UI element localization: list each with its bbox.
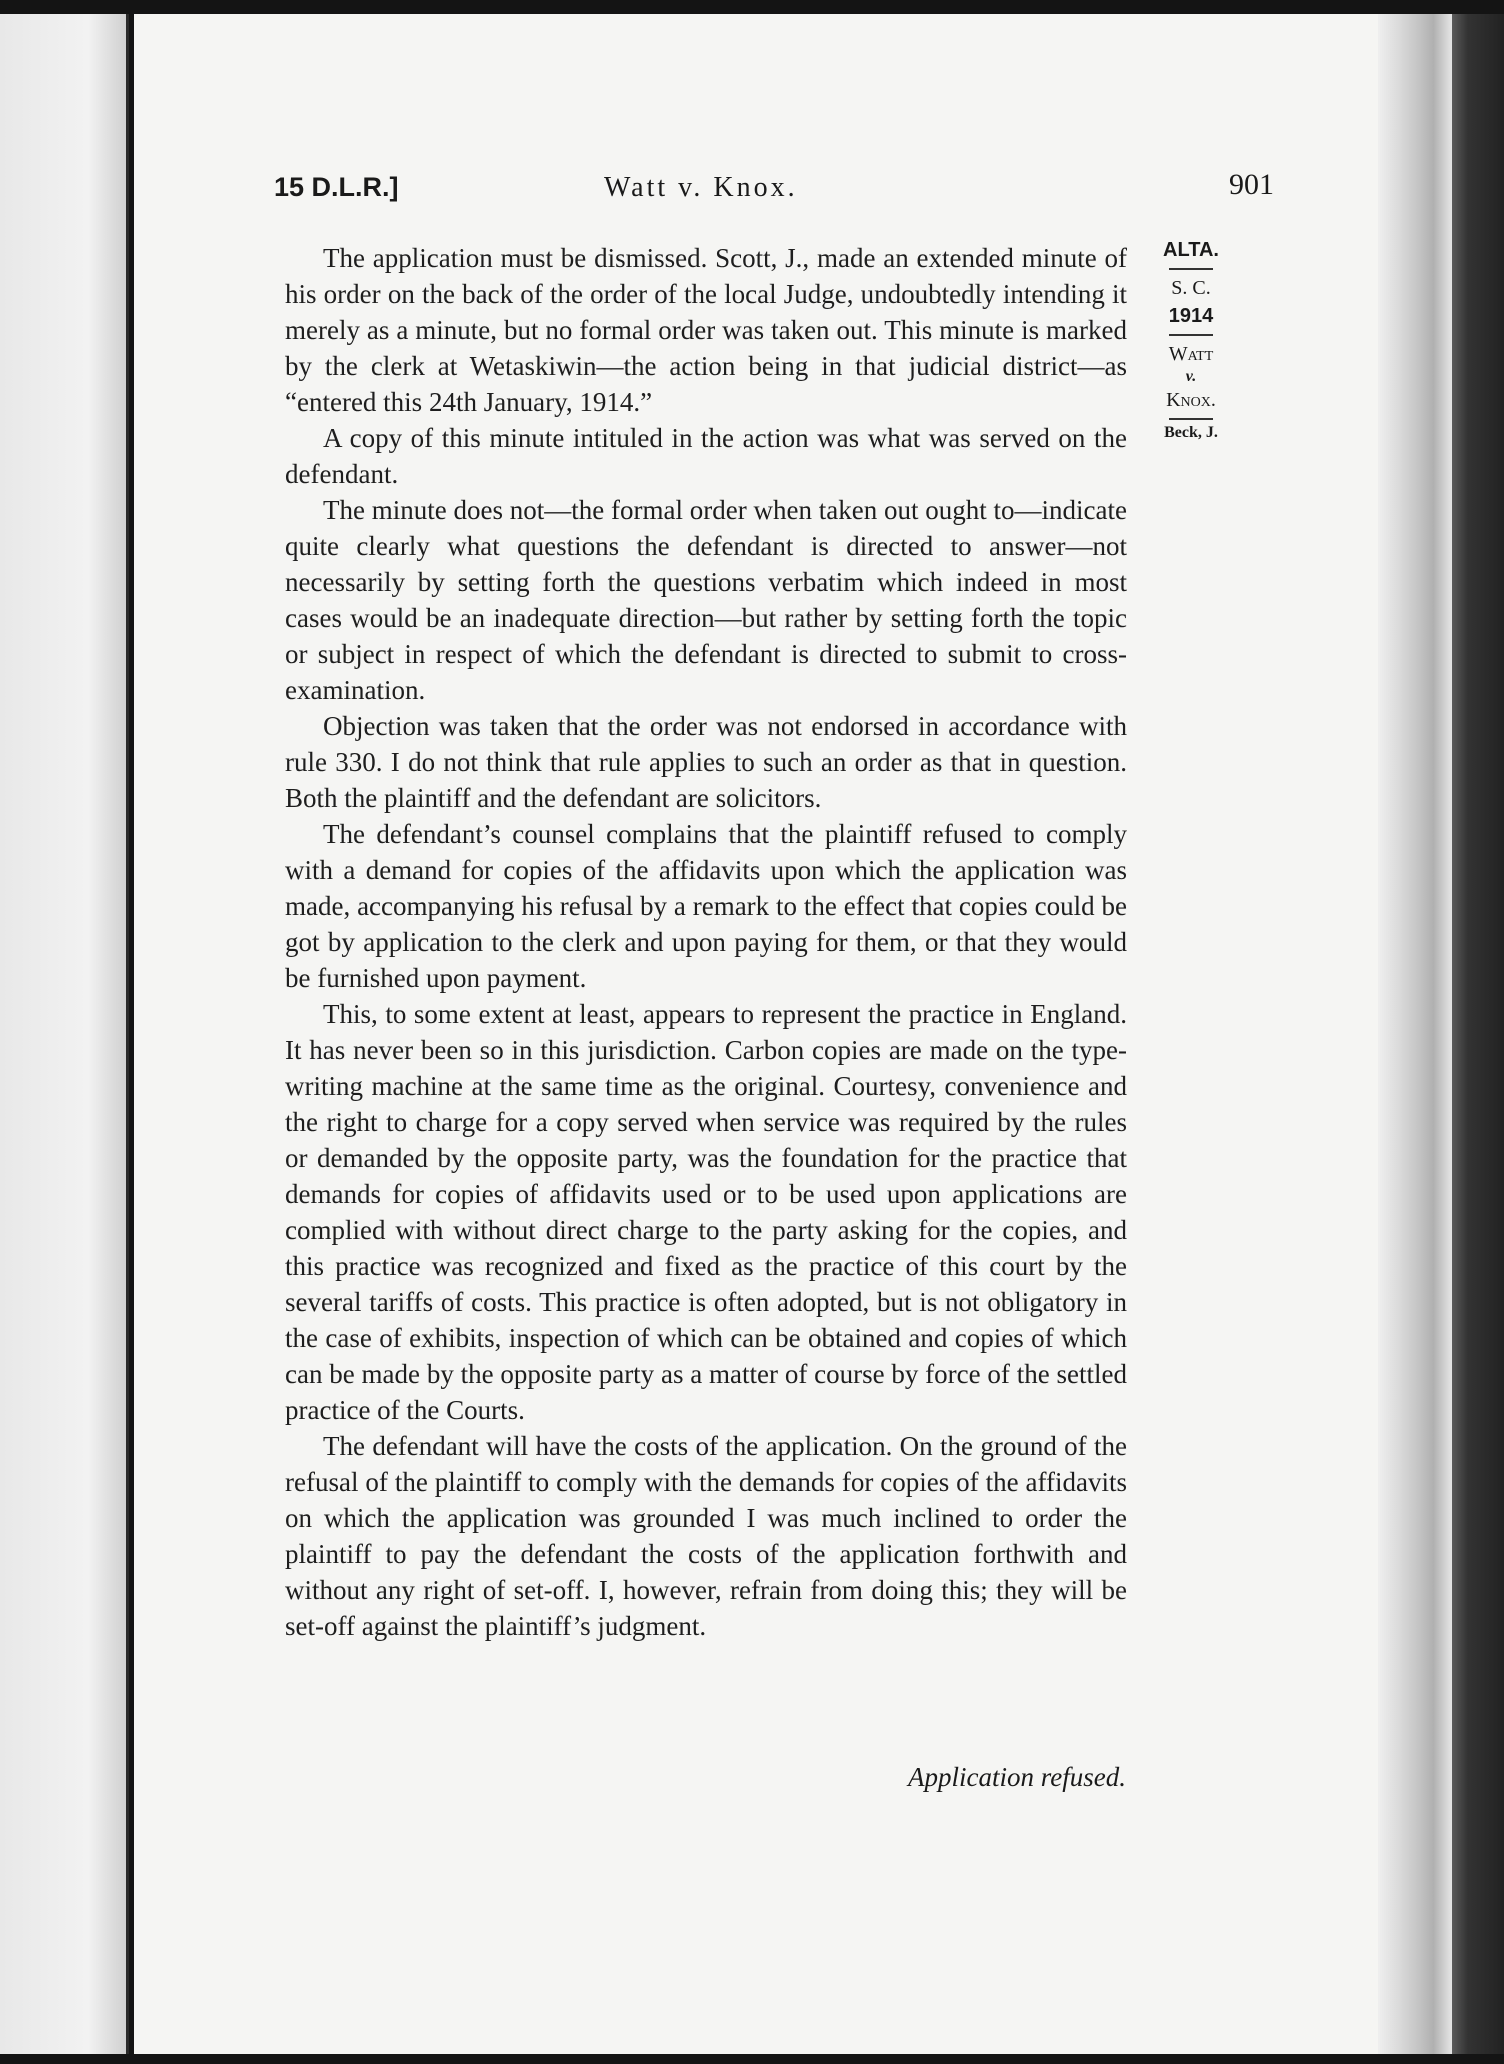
margin-court: S. C. <box>1171 277 1211 299</box>
margin-rule <box>1169 334 1213 336</box>
paragraph: The defendant’s counsel complains that the plaintiff refused to comply with a demand for copies of the affidavits upon which the application was made, accompanying his refusal by a remark to the effect that copies could be got by application to the clerk and upon paying for them, or that they would be furnished upon payment. <box>285 819 1127 993</box>
paragraph: Objection was taken that the order was not endorsed in accordance with rule 330. I do not think that rule applies to such an order as that in question. Both the plaintiff and the defendant are solicitors. <box>285 711 1127 813</box>
paragraph: A copy of this minute intituled in the action was what was served on the defendant. <box>285 423 1127 489</box>
disposition: Application refused. <box>908 1762 1126 1792</box>
volume-reference: 15 D.L.R.] <box>274 172 399 202</box>
margin-rule <box>1169 268 1213 270</box>
book-cover-edge <box>1452 14 1504 2054</box>
marginal-note <box>1150 236 1232 442</box>
page-number: 901 <box>1229 168 1274 201</box>
paragraph: The minute does not—the formal order when taken out ought to—indicate quite clearly what questions the defendant is directed to answer—not necessarily by setting forth the questions verbatim which indeed in most cases would be an inadequate direction—but rather by setting forth the topic or subject in respect of which the defendant is directed to submit to cross-examination. <box>285 495 1127 705</box>
judgment-body <box>285 240 1127 1644</box>
running-head <box>274 168 1274 216</box>
paragraph: The defendant will have the costs of the application. On the ground of the refusal of the plaintiff to comply with the demands for copies of the affidavits on which the application was grounded I was much inclined to order the plaintiff to pay the defendant the costs of the application forthwith and without any right of set-off. I, however, refrain from doing this; they will be set-off against the plaintiff’s judgment. <box>285 1431 1127 1641</box>
margin-province: ALTA. <box>1163 239 1219 261</box>
margin-rule <box>1169 418 1213 420</box>
margin-party2: Knox. <box>1166 389 1216 411</box>
margin-versus: v. <box>1185 368 1197 385</box>
facing-page-edge <box>0 14 129 2054</box>
margin-year: 1914 <box>1168 305 1214 327</box>
paragraph: The application must be dismissed. Scott, J., made an extended minute of his order on the back of the order of the local Judge, undoubtedly intending it merely as a minute, but no formal order was taken out. This minute is marked by the clerk at Wetaskiwin—the action being in that judicial district—as “entered this 24th January, 1914.” <box>285 243 1127 417</box>
paragraph: This, to some extent at least, appears to represent the practice in England. It has never been so in this jurisdiction. Carbon copies are made on the type-writing machine at the same time as the original. Courtesy, convenience and the right to charge for a copy served when service was required by the rules or demanded by the opposite party, was the foundation for the practice that demands for copies of affidavits used or to be used upon applications are complied with without direct charge to the party asking for the copies, and this practice was recognized and fixed as the practice of this court by the several tariffs of costs. This practice is often adopted, but is not obligatory in the case of exhibits, inspection of which can be obtained and copies of which can be made by the opposite party as a matter of course by force of the settled practice of the Courts. <box>285 999 1127 1425</box>
margin-party1: Watt <box>1168 343 1214 365</box>
case-title: Watt v. Knox. <box>604 172 798 203</box>
margin-judge: Beck, J. <box>1164 424 1218 441</box>
page-stack-edge <box>1378 14 1452 2054</box>
